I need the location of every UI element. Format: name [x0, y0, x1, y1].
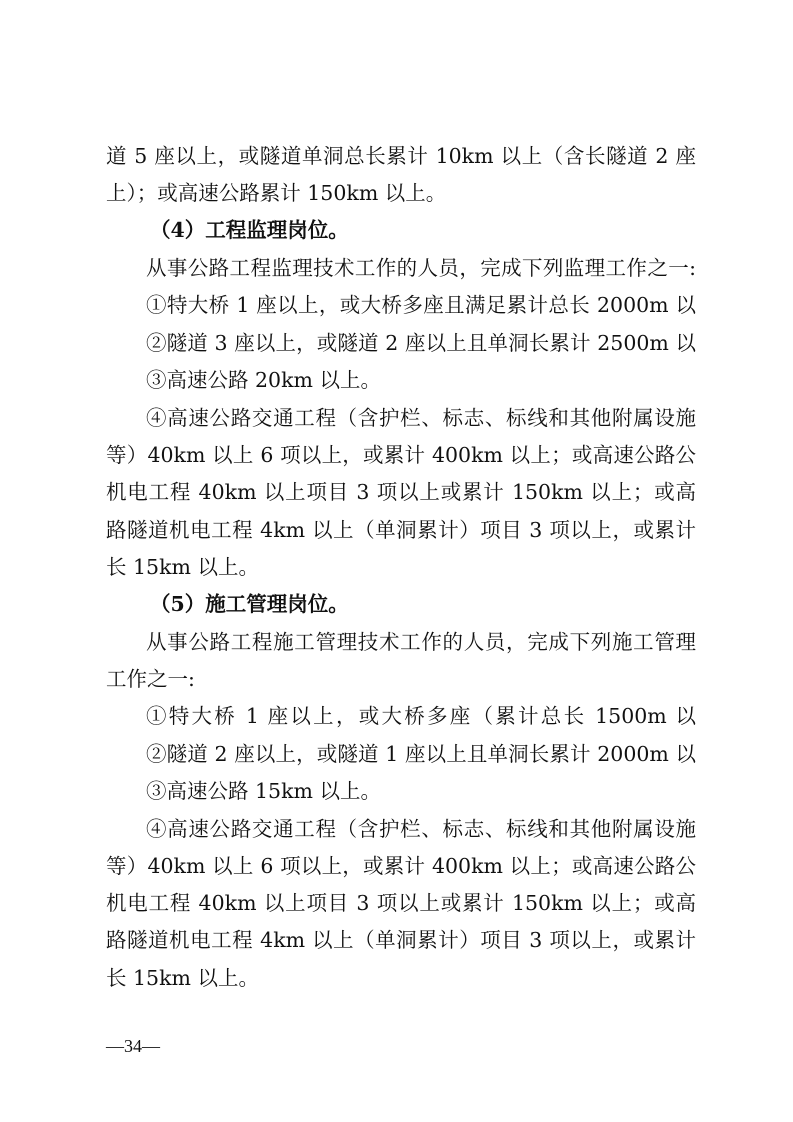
paragraph-line: 路隧道机电工程 4km 以上（单洞累计）项目 3 项以上，或累计 [106, 928, 696, 952]
paragraph-line: 上）；或高速公路累计 150km 以上。 [106, 181, 447, 205]
list-item: ④高速公路交通工程（含护栏、标志、标线和其他附属设施 [146, 406, 696, 430]
paragraph-line: 长 15km 以上。 [106, 555, 259, 579]
list-item: ④高速公路交通工程（含护栏、标志、标线和其他附属设施 [146, 817, 696, 841]
list-item: ③高速公路 20km 以上。 [146, 368, 381, 392]
paragraph-line: 长 15km 以上。 [106, 966, 259, 990]
paragraph-line: 机电工程 40km 以上项目 3 项以上或累计 150km 以上；或高 [106, 480, 696, 504]
section-heading-supervision: （4）工程监理岗位。 [150, 218, 349, 242]
paragraph-line: 机电工程 40km 以上项目 3 项以上或累计 150km 以上；或高 [106, 891, 696, 915]
section-heading-construction: （5）施工管理岗位。 [150, 592, 349, 616]
paragraph-line: 工作之一: [106, 667, 195, 691]
paragraph-line: 等）40km 以上 6 项以上，或累计 400km 以上；或高速公路公 [106, 443, 696, 467]
paragraph-line: 从事公路工程监理技术工作的人员，完成下列监理工作之一: [146, 256, 696, 280]
paragraph-line: 道 5 座以上，或隧道单洞总长累计 10km 以上（含长隧道 2 座 [106, 144, 696, 168]
list-item: ②隧道 2 座以上，或隧道 1 座以上且单洞长累计 2000m 以 [146, 742, 696, 766]
paragraph-line: 路隧道机电工程 4km 以上（单洞累计）项目 3 项以上，或累计 [106, 518, 696, 542]
page-number: —34— [106, 1036, 160, 1056]
list-item: ②隧道 3 座以上，或隧道 2 座以上且单洞长累计 2500m 以 [146, 331, 696, 355]
paragraph-line: 等）40km 以上 6 项以上，或累计 400km 以上；或高速公路公 [106, 854, 696, 878]
paragraph-line: 从事公路工程施工管理技术工作的人员，完成下列施工管理 [146, 630, 696, 654]
list-item: ①特大桥 1 座以上，或大桥多座（累计总长 1500m 以 [146, 704, 696, 728]
list-item: ①特大桥 1 座以上，或大桥多座且满足累计总长 2000m 以 [146, 293, 696, 317]
list-item: ③高速公路 15km 以上。 [146, 779, 381, 803]
